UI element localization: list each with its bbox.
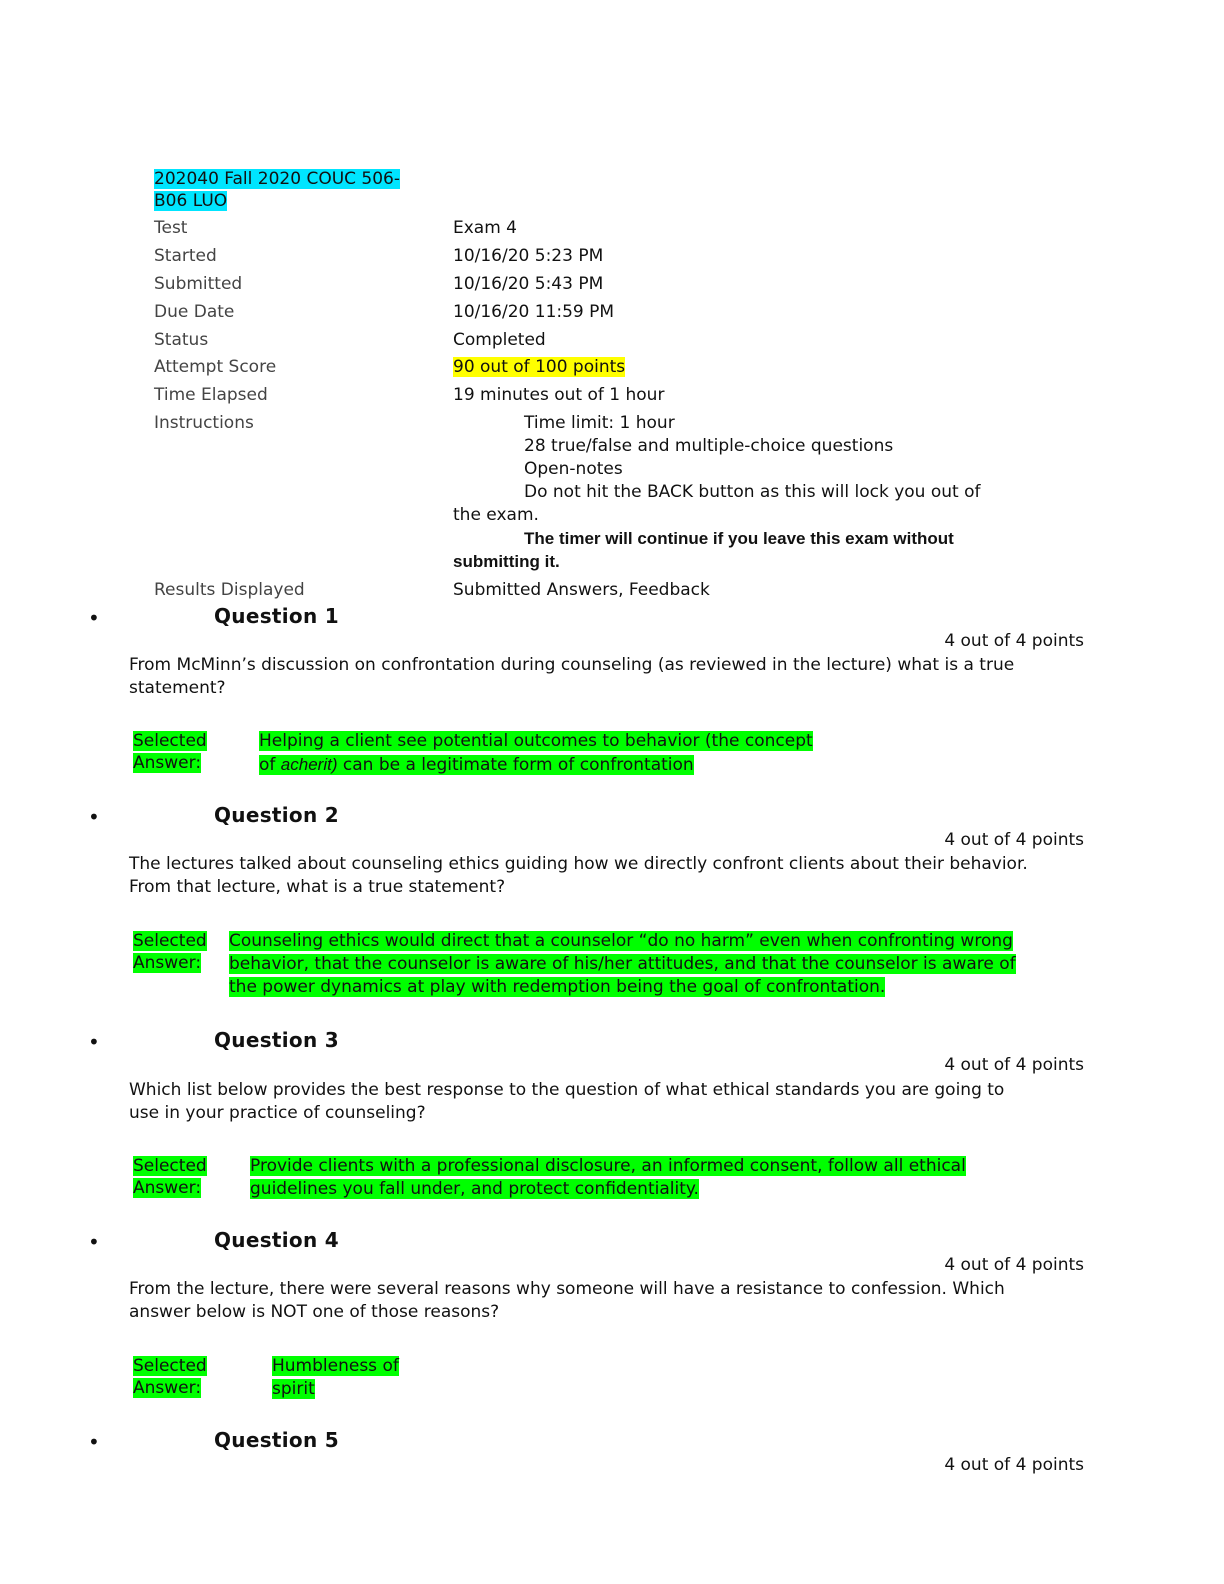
- due-date-value: 10/16/20 11:59 PM: [453, 302, 615, 322]
- bullet: •: [88, 1230, 100, 1254]
- question-title: Question 2: [214, 803, 339, 827]
- bullet: •: [88, 606, 100, 630]
- due-date-label: Due Date: [154, 302, 235, 322]
- time-elapsed-value: 19 minutes out of 1 hour: [453, 385, 665, 405]
- selected-answer: Provide clients with a professional disclosure, an informed consent, follow all ethical guidelines you fall under, and protect confidentiality.: [250, 1156, 966, 1199]
- selected-answer: Humbleness of spirit: [272, 1356, 399, 1399]
- instruction-line: 28 true/false and multiple-choice questions: [524, 436, 894, 456]
- selected-answer-label: Selected Answer:: [133, 1156, 207, 1198]
- bullet: •: [88, 1430, 100, 1454]
- course-title: 202040 Fall 2020 COUC 506-B06 LUO: [154, 169, 401, 211]
- test-value: Exam 4: [453, 218, 517, 238]
- started-label: Started: [154, 246, 217, 266]
- selected-answer: Counseling ethics would direct that a counselor “do no harm” even when confronting wrong behavior, that the counselor is aware of his/her attitudes, and that the counselor is aware of the power dynamics at play with redemption being the goal of confrontation.: [229, 931, 1016, 997]
- question-text: The lectures talked about counseling ethics guiding how we directly confront clients about their behavior. From that lecture, what is a true statement?: [129, 854, 1028, 897]
- instruction-line: Do not hit the BACK button as this will lock you out of: [524, 482, 981, 502]
- selected-answer-label: Selected Answer:: [133, 931, 207, 973]
- question-points: 4 out of 4 points: [944, 830, 1084, 850]
- selected-answer-label: Selected Answer:: [133, 1356, 207, 1398]
- instruction-line: the exam.: [453, 505, 539, 525]
- bullet: •: [88, 805, 100, 829]
- bullet: •: [88, 1030, 100, 1054]
- question-points: 4 out of 4 points: [944, 1055, 1084, 1075]
- instruction-line: Time limit: 1 hour: [524, 413, 675, 433]
- selected-answer-label: Selected Answer:: [133, 731, 207, 773]
- selected-answer: Helping a client see potential outcomes to behavior (the concept of acherit) can be a legitimate form of confrontation: [259, 731, 813, 775]
- instructions-body: [453, 412, 1073, 573]
- question-title: Question 4: [214, 1228, 339, 1252]
- question-text: Which list below provides the best response to the question of what ethical standards you are going to use in your practice of counseling?: [129, 1080, 1005, 1123]
- results-displayed-value: Submitted Answers, Feedback: [453, 580, 710, 600]
- submitted-value: 10/16/20 5:43 PM: [453, 274, 604, 294]
- instructions-label: Instructions: [154, 413, 254, 433]
- results-displayed-label: Results Displayed: [154, 580, 305, 600]
- question-title: Question 5: [214, 1428, 339, 1452]
- status-value: Completed: [453, 330, 546, 350]
- question-title: Question 3: [214, 1028, 339, 1052]
- instruction-warning: submitting it.: [453, 552, 560, 571]
- question-points: 4 out of 4 points: [944, 631, 1084, 651]
- status-label: Status: [154, 330, 209, 350]
- test-label: Test: [154, 218, 188, 238]
- submitted-label: Submitted: [154, 274, 243, 294]
- question-points: 4 out of 4 points: [944, 1255, 1084, 1275]
- time-elapsed-label: Time Elapsed: [154, 385, 268, 405]
- question-points: 4 out of 4 points: [944, 1455, 1084, 1475]
- question-text: From the lecture, there were several reasons why someone will have a resistance to confession. Which answer below is NOT one of those reasons?: [129, 1279, 1005, 1322]
- question-title: Question 1: [214, 604, 339, 628]
- attempt-score-label: Attempt Score: [154, 357, 277, 377]
- instruction-warning: The timer will continue if you leave this exam without: [524, 529, 954, 548]
- attempt-score-value: 90 out of 100 points: [453, 357, 626, 377]
- started-value: 10/16/20 5:23 PM: [453, 246, 604, 266]
- instruction-line: Open-notes: [524, 459, 623, 479]
- question-text: From McMinn’s discussion on confrontation during counseling (as reviewed in the lecture) what is a true statement?: [129, 655, 1015, 698]
